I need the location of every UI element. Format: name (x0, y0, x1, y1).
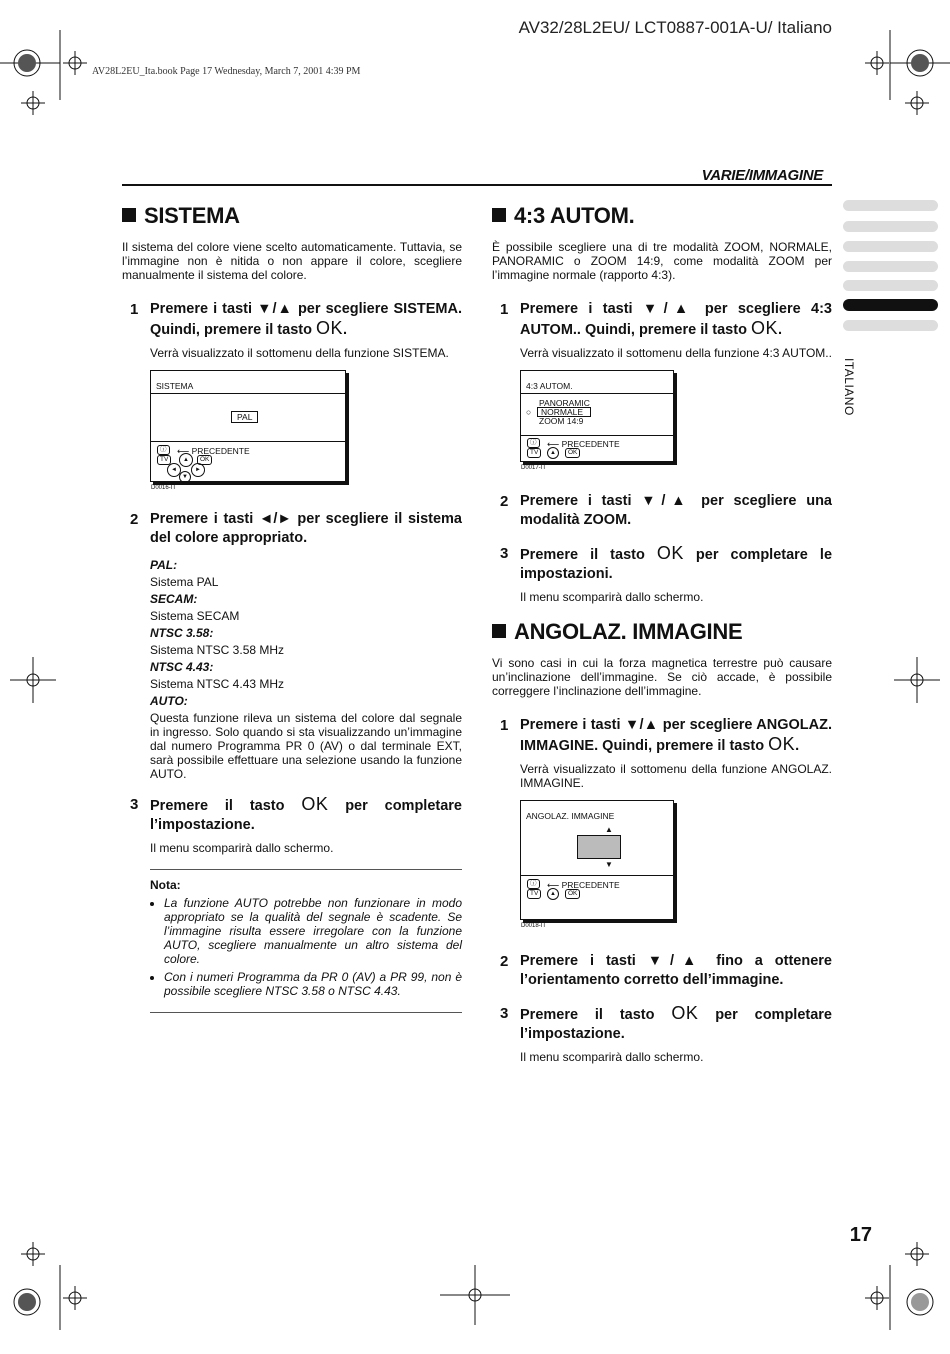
arrow-icons: ▼/▲ (647, 953, 705, 969)
nav-up-icon: ▲ (547, 447, 559, 459)
ok-button-icon: OK (750, 318, 778, 338)
arrow-icons: ▼/▲ (641, 493, 692, 509)
info-button-icon: ⓘ (527, 879, 540, 889)
nav-right-icon: ► (191, 463, 205, 477)
sistema-step-1: 1 Premere i tasti ▼/▲ per scegliere SISTEMA. Quindi, premere il tasto OK. Verrà visualizzato il sottomenu della funzione SISTEMA. (130, 301, 462, 360)
ok-key-icon: OK (565, 448, 580, 458)
ok-button-icon: OK (768, 734, 796, 754)
ok-button-icon: OK (656, 543, 684, 563)
ok-button-icon: OK (315, 318, 343, 338)
ok-key-icon: OK (197, 455, 212, 465)
sistema-step-2: 2 Premere i tasti ◄/► per scegliere il sistema del colore appropriato. (130, 511, 462, 546)
info-button-icon: ⓘ (527, 438, 540, 448)
book-info: AV28L2EU_Ita.book Page 17 Wednesday, March 7, 2001 4:39 PM (92, 66, 361, 77)
nav-up-icon: ▲ (179, 453, 193, 467)
color-system-options: PAL: Sistema PAL SECAM: Sistema SECAM NTSC 3.58: Sistema NTSC 3.58 MHz NTSC 4.43: Sistema NTSC 4.43 MHz AUTO: Questa funzione rileva un sistema del colore dal segnale in ingresso. Solo quando si sta visualizzando un’immagine dal numero Programma PR 0 (AV) o dal terminale EXT, sarà possibile effettuare una selezione usando la funzione AUTO. (150, 558, 462, 781)
angolaz-heading: ANGOLAZ. IMMAGINE (492, 616, 832, 648)
nota-box: Nota: • La funzione AUTO potrebbe non funzionare in modo appropriato se la qualità del segnale è scadente. Se l’immagine risulta essere irregolare con la funzione AUTO, scegliere manualmente un altro sistema del colore. • Con i numeri Programma da PR 0 (AV) a PR 99, non è possibile scegliere NTSC 3.58 o NTSC 4.43. (150, 869, 462, 1013)
right-column (492, 200, 832, 1074)
document-id: AV32/28L2EU/ LCT0887-001A-U/ Italiano (518, 18, 832, 37)
sistema-section (122, 200, 462, 1013)
nav-down-icon: ▼ (179, 471, 191, 483)
angolaz-step-1: 1 Premere i tasti ▼/▲ per scegliere ANGOLAZ. IMMAGINE. Quindi, premere il tasto OK. Verrà visualizzato il sottomenu della funzione ANGOLAZ. IMMAGINE. (500, 717, 832, 790)
selector-icon: ○ (526, 407, 532, 417)
side-language-label: ITALIANO (842, 358, 856, 416)
autom-step-1: 1 Premere i tasti ▼/▲ per scegliere 4:3 AUTOM.. Quindi, premere il tasto OK. Verrà visualizzato il sottomenu della funzione 4:3 AUTOM.. (500, 301, 832, 360)
autom-step-3: 3 Premere il tasto OK per completare le impostazioni. Il menu scomparirà dallo schermo. (500, 543, 833, 604)
page-number: 17 (849, 1224, 872, 1246)
angolaz-section (492, 616, 832, 1064)
nota-item: • Con i numeri Programma da PR 0 (AV) a PR 99, non è possibile scegliere NTSC 3.58 o NTSC 4.43. (164, 970, 462, 998)
autom-intro: È possibile scegliere una di tre modalità ZOOM, NORMALE, PANORAMIC o ZOOM 14:9, come modalità ZOOM per l’immagine normale (rapporto 4:3). (492, 240, 832, 282)
ok-key-icon: OK (565, 889, 580, 899)
autom-step-2: 2 Premere i tasti ▼/▲ per scegliere una modalità ZOOM. (500, 493, 832, 528)
arrow-icons: ▼/▲ (624, 717, 659, 733)
sistema-step-3: 3 Premere il tasto OK per completare l’impostazione. Il menu scomparirà dallo schermo. (130, 794, 462, 855)
autom-heading: 4:3 AUTOM. (492, 200, 832, 232)
sistema-menu-screen: SISTEMA PAL ⓘ ⟵ PRECEDENTE TV OK ▲ ◄ ► ▼ D0016-IT (150, 370, 346, 482)
arrow-icons: ▼/▲ (257, 301, 293, 317)
info-button-icon: ⓘ (157, 445, 170, 455)
angolaz-intro: Vi sono casi in cui la forza magnetica terrestre può causare un’inclinazione dell’immagine. Se ciò accade, è possibile correggere l’inclinazione dell’immagine. (492, 656, 832, 698)
tilt-down-icon: ▼ (605, 860, 613, 869)
tv-button-icon: TV (527, 448, 541, 458)
sistema-heading: SISTEMA (122, 200, 462, 232)
tilt-up-icon: ▲ (605, 825, 613, 834)
autom-section (492, 200, 832, 604)
section-label: VARIE/IMMAGINE (701, 167, 823, 184)
sistema-intro: Il sistema del colore viene scelto automaticamente. Tuttavia, se l’immagine non è nitida o non appare il colore, scegliere manualmente il sistema del colore. (122, 240, 462, 282)
angolaz-menu-screen: ANGOLAZ. IMMAGINE ▲ ▼ ⓘ ⟵ PRECEDENTE TV OK ▲ D0018-IT (520, 800, 674, 920)
arrow-icons: ▼/▲ (642, 301, 695, 317)
ok-button-icon: OK (671, 1003, 699, 1023)
pal-value-box: PAL (231, 411, 258, 423)
ok-button-icon: OK (301, 794, 329, 814)
nota-item: • La funzione AUTO potrebbe non funzionare in modo appropriato se la qualità del segnale è scadente. Se l’immagine risulta essere irregolare con la funzione AUTO, scegliere manualmente un altro sistema del colore. (164, 896, 462, 966)
angolaz-step-3: 3 Premere il tasto OK per completare l’impostazione. Il menu scomparirà dallo schermo. (500, 1003, 832, 1064)
angolaz-step-2: 2 Premere i tasti ▼/▲ fino a ottenere l’orientamento corretto dell’immagine. (500, 953, 832, 988)
tv-button-icon: TV (527, 889, 541, 899)
tv-button-icon: TV (157, 455, 171, 465)
nav-up-icon: ▲ (547, 888, 559, 900)
autom-menu-screen: 4:3 AUTOM. PANORAMIC ○ NORMALE ZOOM 14:9 ⓘ ⟵ PRECEDENTE TV OK ▲ D0017-IT (520, 370, 674, 462)
tilt-preview (577, 835, 621, 859)
normale-selected: NORMALE (537, 407, 591, 417)
nav-left-icon: ◄ (167, 463, 181, 477)
arrow-icons: ◄/► (258, 511, 292, 527)
